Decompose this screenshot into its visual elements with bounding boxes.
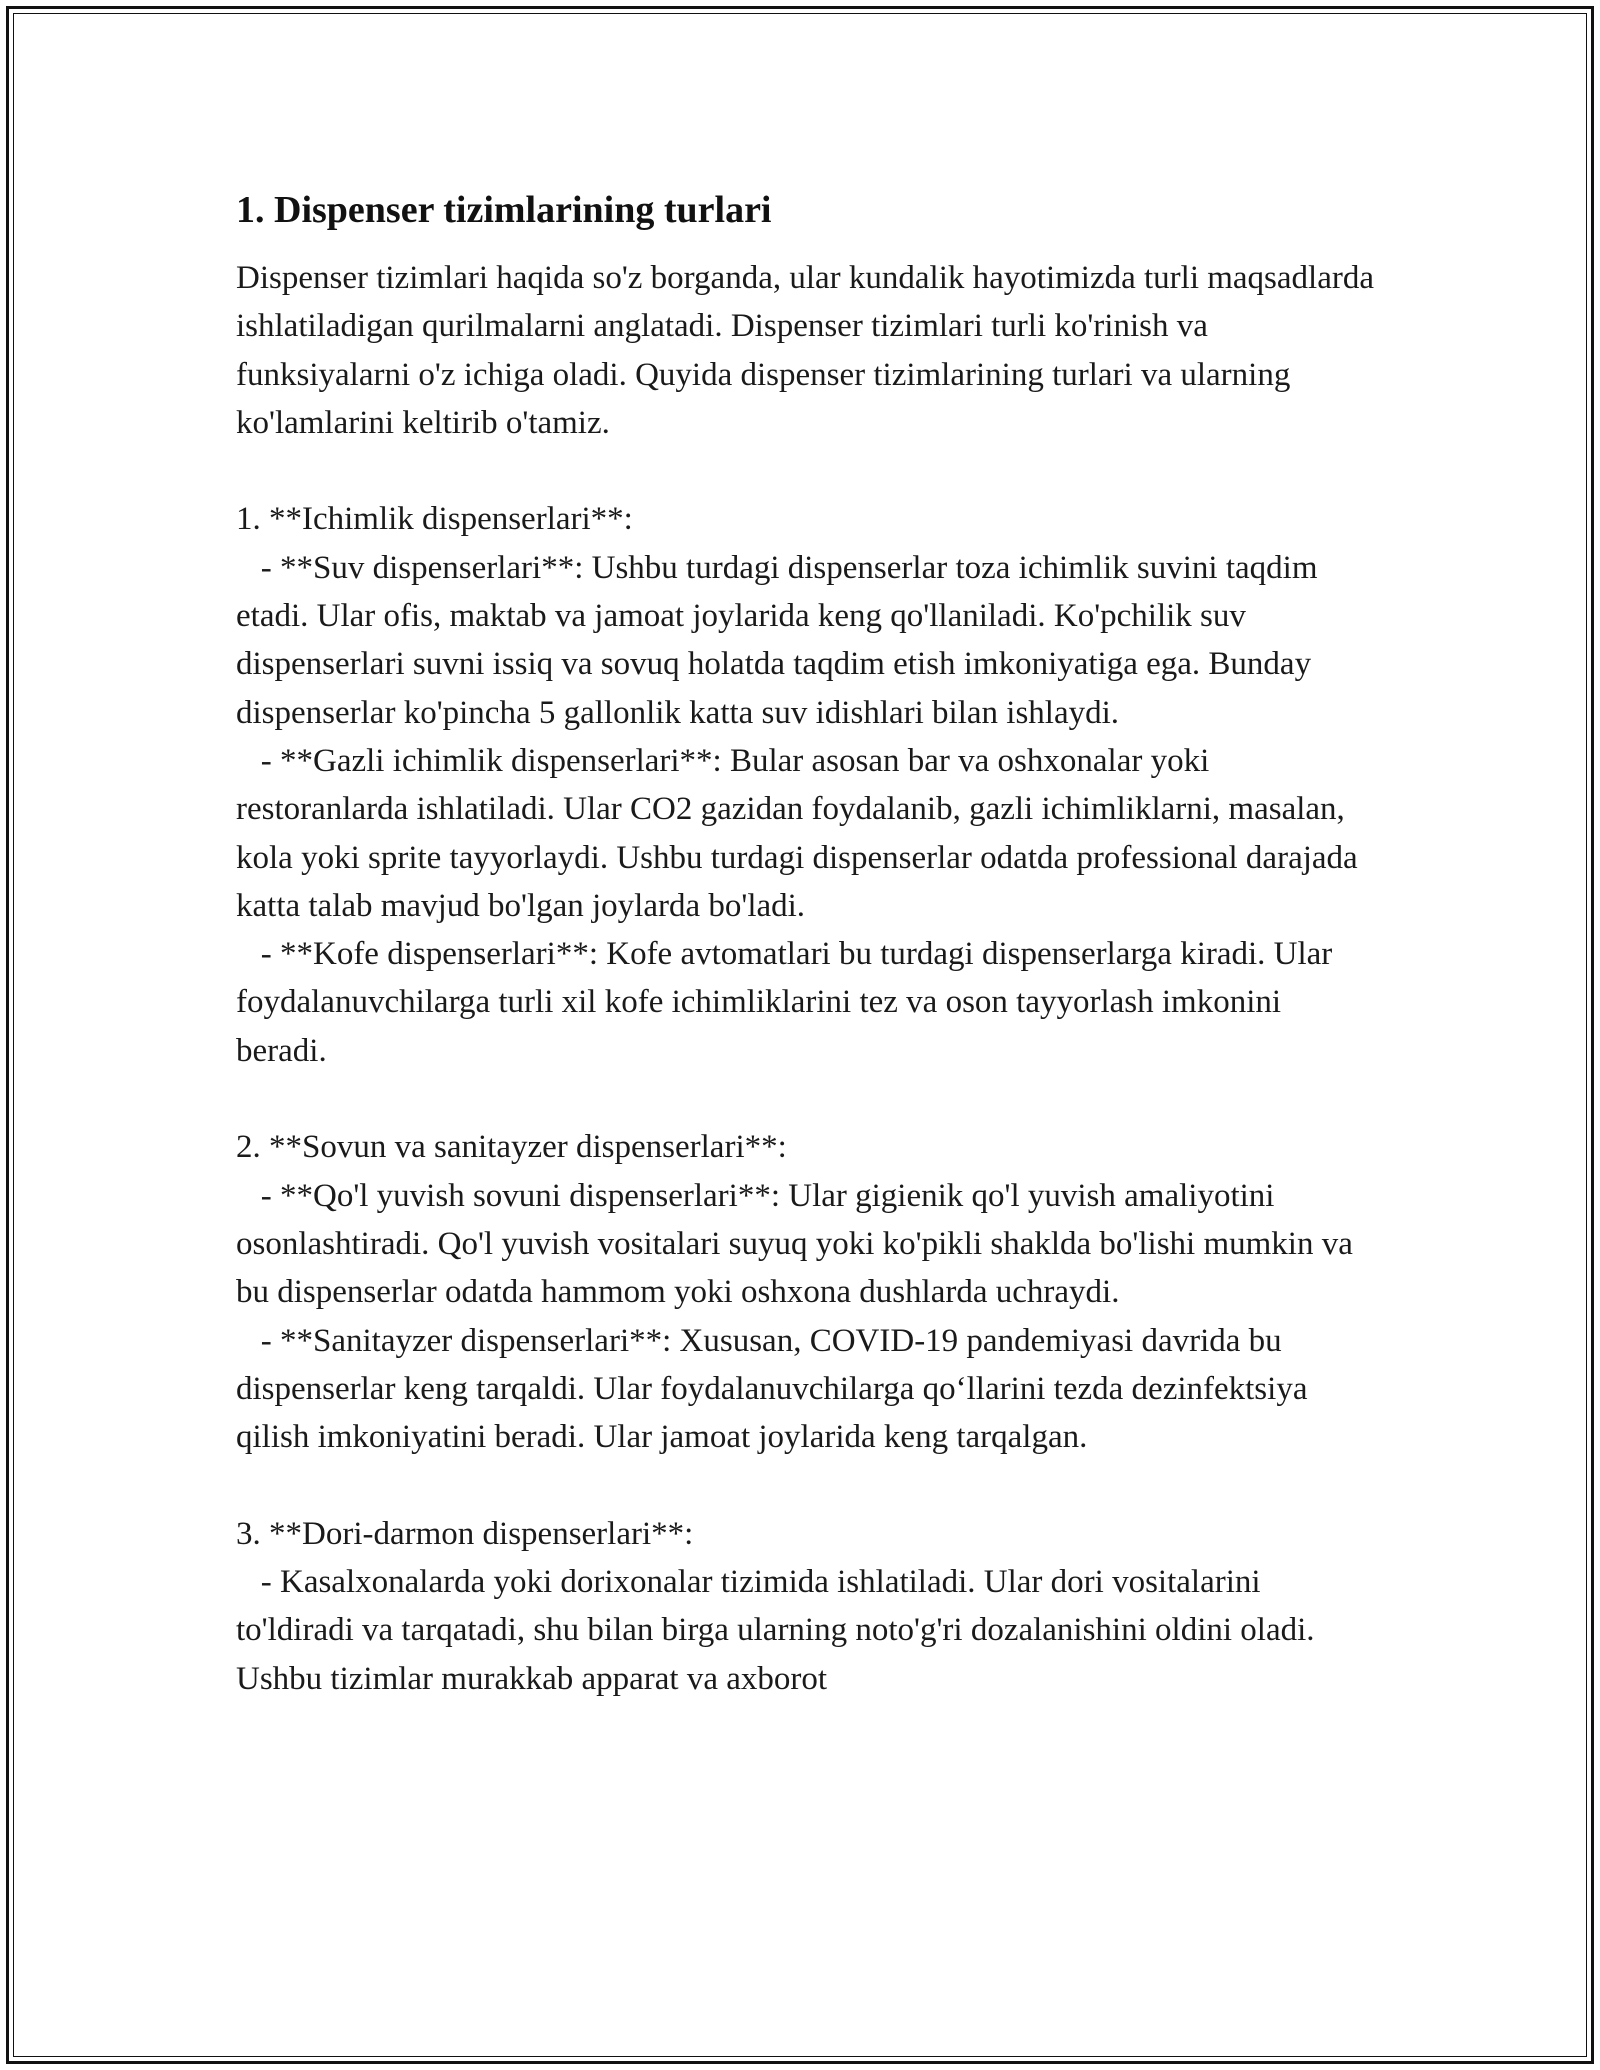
section-heading: 3. **Dori-darmon dispenserlari**: [236, 1515, 694, 1552]
section-medicine [236, 1510, 1376, 1703]
list-item: - **Qo'l yuvish sovuni dispenserlari**: Ular gigienik qo'l yuvish amaliyotini osonlashtiradi. Qo'l yuvish vositalari suyuq yoki ko'pikli shaklda bo'lishi mumkin va bu dispenserlar odatda hammom yoki oshxona dushlarda uchraydi. [236, 1177, 1362, 1311]
document-body [236, 186, 1383, 1703]
intro-paragraph: Dispenser tizimlari haqida so'z borganda, ular kundalik hayotimizda turli maqsadlarda ishlatiladigan qurilmalarni anglatadi. Dispenser tizimlari turli ko'rinish va funksiyalarni o'z ichiga oladi. Quyida dispenser tizimlarining turlari va ularning ko'lamlarini keltirib o'tamiz. [236, 260, 1383, 441]
list-item: - **Gazli ichimlik dispenserlari**: Bular asosan bar va oshxonalar yoki restoranlarda ishlatiladi. Ular CO2 gazidan foydalanib, gazli ichimliklarni, masalan, kola yoki sprite tayyorlaydi. Ushbu turdagi dispenserlar odatda professional darajada katta talab mavjud bo'lgan joylarda bo'ladi. [236, 742, 1366, 924]
paragraph-gap [236, 1075, 1376, 1123]
section-soap [236, 1123, 1376, 1461]
list-item: - **Suv dispenserlari**: Ushbu turdagi dispenserlar toza ichimlik suvini taqdim etadi. Ular ofis, maktab va jamoat joylarida keng qo'llaniladi. Ko'pchilik suv dispenserlari suvni issiq va sovuq holatda taqdim etish imkoniyatiga ega. Bunday dispenserlar ko'pincha 5 gallonlik katta suv idishlari bilan ishlaydi. [236, 549, 1326, 731]
section-heading: 2. **Sovun va sanitayzer dispenserlari**: [236, 1129, 787, 1166]
paragraph-gap [236, 1461, 1376, 1509]
list-item: - **Sanitayzer dispenserlari**: Xususan, COVID-19 pandemiyasi davrida bu dispenserlar keng tarqaldi. Ular foydalanuvchilarga qo‘llarini tezda dezinfektsiya qilish imkoniyatini beradi. Ular jamoat joylarida keng tarqalgan. [236, 1322, 1316, 1456]
section-heading: 1. **Ichimlik dispenserlari**: [236, 501, 633, 538]
list-item: - Kasalxonalarda yoki dorixonalar tizimida ishlatiladi. Ular dori vositalarini to'ldiradi va tarqatadi, shu bilan birga ularning noto'g'ri dozalanishini oldini oladi. Ushbu tizimlar murakkab apparat va axborot [236, 1564, 1323, 1697]
section-drinks [236, 495, 1376, 1075]
paragraph-gap [236, 447, 1376, 495]
section-title: 1. Dispenser tizimlarining turlari [236, 189, 772, 231]
list-item: - **Kofe dispenserlari**: Kofe avtomatlari bu turdagi dispenserlarga kiradi. Ular foydalanuvchilarga turli xil kofe ichimliklarini tez va oson tayyorlash imkonini beradi. [236, 936, 1341, 1069]
